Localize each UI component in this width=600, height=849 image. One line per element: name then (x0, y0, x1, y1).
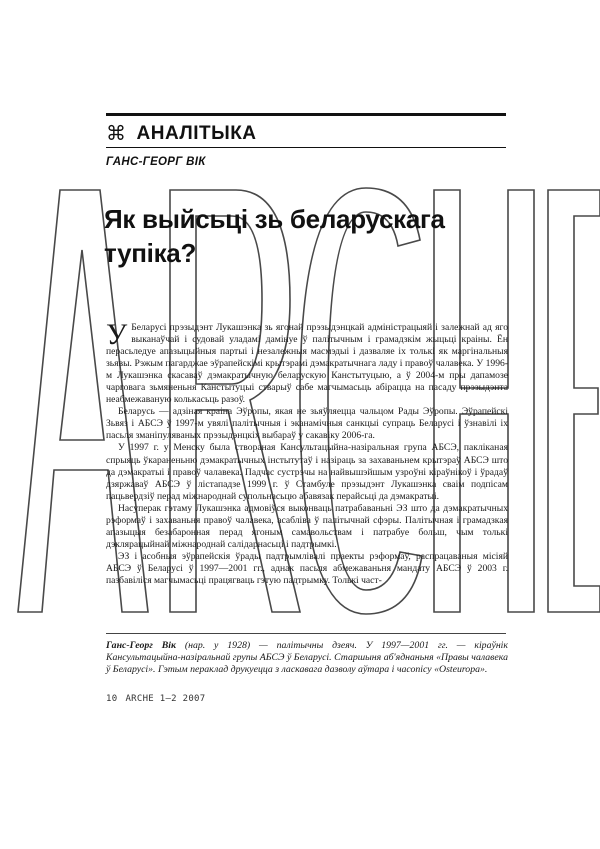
page-footer (106, 693, 508, 705)
footnote-text: (нар. у 1928) — палітычны дзеяч. У 1997—2001 гг. — кіраўнік Кансультацыйна-назіральнай групы АБСЭ ў Беларусі. Старшыня аб'яднаньня «Правы чалавека ў Беларусі». Гэтым пераклад друкуецца з ласкавага дазволу аўтара і часопісу «Osteuropa». (106, 640, 508, 676)
paragraph: У 1997 г. у Менску была створаная Кансультацыйна-назіральная група АБСЭ, пакліканая спрыяць ўкараненьню дэмакратычных інстытутаў і назіраць за захаваньнем крытэраў АБСЭ што да дэмакратыі і правоў чалавека. Падчас сустрэчы на найвышэйшым узроўні кіраўнікоў і ўрадаў дзяржаваў АБСЭ ў лістападзе 1999 г. ў Стамбуле прэзыдэнт Лукашэнка сваім подпісам пацьвердзіў перад міжнароднай супольнасьцю абавязак перайсьці да дэмакратыі. (106, 442, 508, 502)
paragraph: Беларусь — адзіная краіна Эўропы, якая не зьяўляецца чальцом Рады Эўропы. Эўрапейскі Зьвяз і АБСЭ ў 1997-м увялі палітычныя і эканамічныя санкцыі супраць Беларусі і ўзнавілі іх пасьля зманіпуляваных прэзыдэнцкіх выбараў у сакавіку 2006-га. (106, 406, 508, 442)
footnote-name: Ганс-Георг Вік (106, 640, 176, 651)
author-name: ГАНС-ГЕОРГ ВІК (106, 156, 206, 168)
author-footnote (106, 640, 508, 705)
command-icon: ⌘ (106, 123, 127, 145)
article-title: Як выйсьці зь беларускага тупіка? (104, 204, 445, 268)
page-number: 10 (106, 693, 118, 704)
section-header (106, 121, 257, 146)
paragraph: У Беларусі прэзыдэнт Лукашэнка зь ягонай прэзыдэнцкай адміністрацыяй і залежнай ад яго выканаўчай і судовай уладамі дамінуе ў палітычным і грамадзкім жыцьці краіны. Ён перасьледуе апазыцыйныя партыі і незалежныя масмэдыі і дазваляе іх толькі як маргінальныя зьявы. Рэжым пагарджае эўрапейскімі крытэрамі дэмакратычнага ладу і правоў чалавека. У 1996-м Лукашэнка скасаваў дэмакратычную беларускую Канстытуцыю, а ў 2004-м пры дапамозе чарговага зьмяненьня Канстытуцыі стварыў сабе магчымасьць абірацца на пасаду прэзыдэнта неабмежаваную колькасьць разоў. (106, 318, 508, 406)
dropcap: У (106, 318, 128, 351)
article-body (106, 318, 508, 587)
paragraph: Насуперак гэтаму Лукашэнка адмовіўся выконваць патрабаваньні ЭЗ што да дэмакратычных рэформаў і захаваньня правоў чалавека, асабліва ў палітычнай сфэры. Палітычная і грамадзкая апазыцыя безабаронная перад ягоным самавольствам і патрабуе больш, чым толькі дэклярацыйнай міжнароднай салідарнасьці і падтрымкі. (106, 502, 508, 550)
top-rule (106, 113, 506, 116)
section-rule (106, 147, 506, 148)
section-title: АНАЛІТЫКА (136, 122, 257, 144)
footnote-rule (106, 633, 506, 634)
journal-issue: ARCHE 1—2 2007 (125, 693, 206, 704)
paragraph: ЭЗ і асобныя эўрапейскія ўрады падтрымлівалі праекты рэформаў, распрацаваныя місіяй АБСЭ ў Беларусі ў 1997—2001 гг., аднак пасьля абмежаваньня мандату АБСЭ ў 2003 г. пазбавіліся магчымасьці працягваць гэтую падтрымку. Толькі част- (106, 550, 508, 586)
